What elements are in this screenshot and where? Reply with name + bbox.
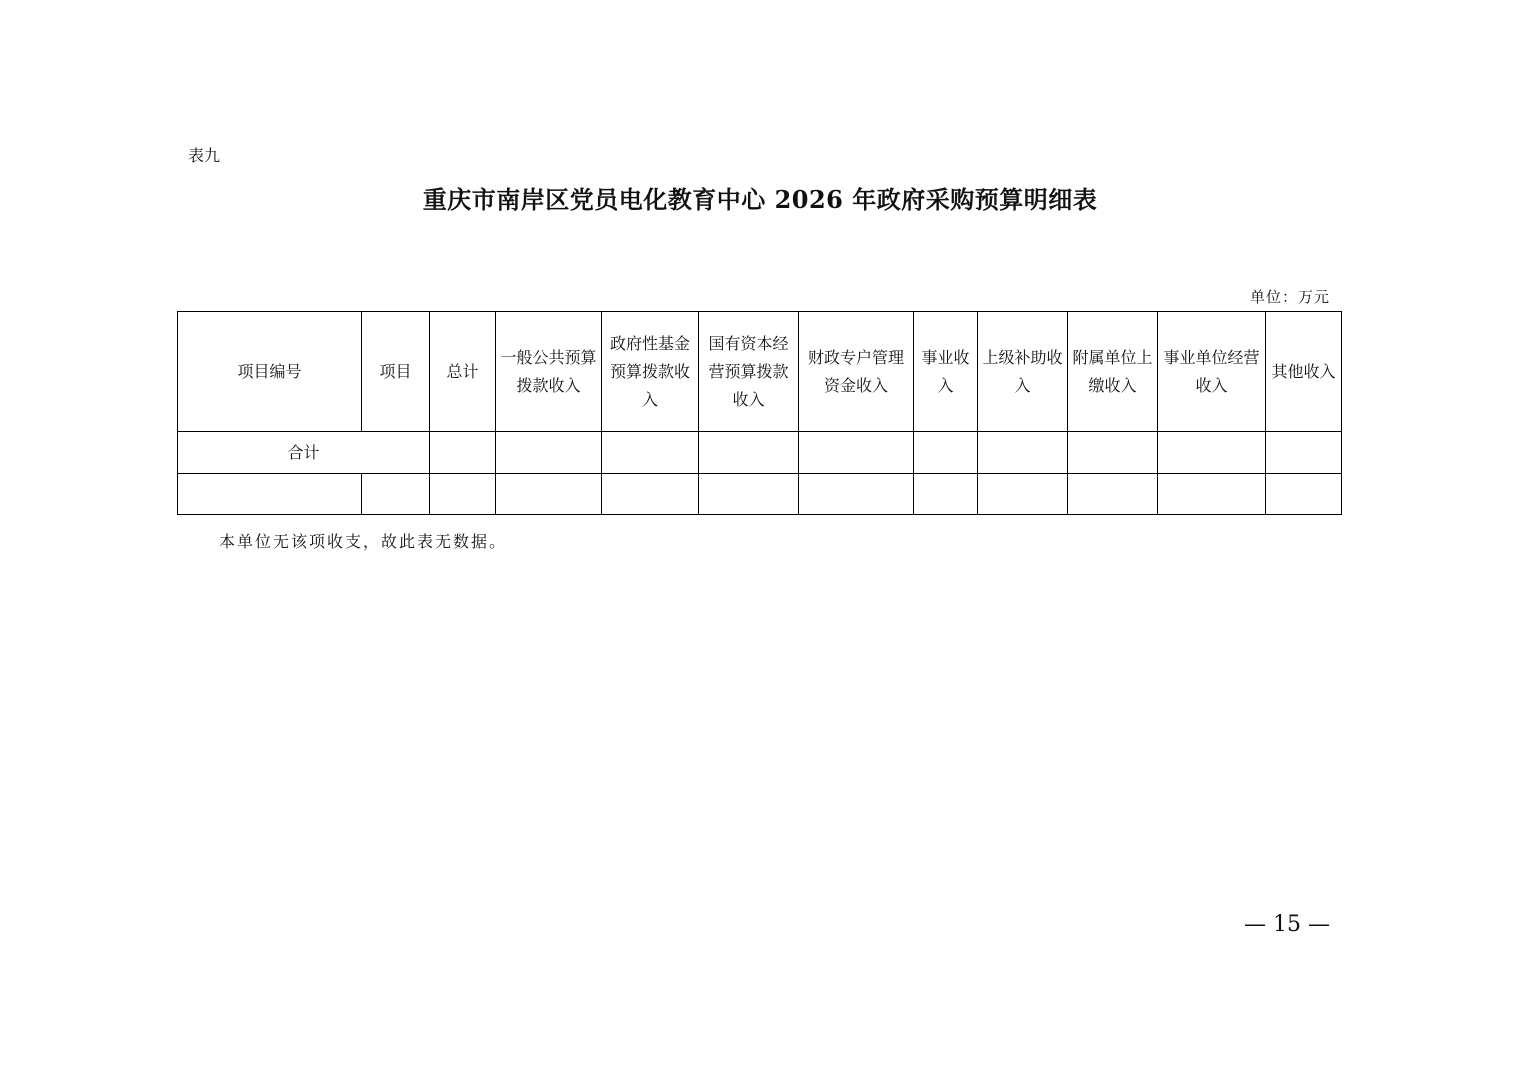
page-number: — 15 — (1244, 912, 1330, 937)
header-other-income: 其他收入 (1266, 312, 1342, 432)
header-general-public-budget: 一般公共预算拨款收入 (496, 312, 602, 432)
table-cell (978, 474, 1068, 515)
table-cell (1158, 474, 1266, 515)
header-government-fund-budget: 政府性基金预算拨款收入 (602, 312, 699, 432)
table-cell (914, 474, 978, 515)
table-cell (602, 432, 699, 474)
header-fiscal-special-account: 财政专户管理资金收入 (799, 312, 914, 432)
header-row (178, 312, 1342, 432)
table-cell (1158, 432, 1266, 474)
header-institution-operating-income: 事业单位经营收入 (1158, 312, 1266, 432)
header-total: 总计 (430, 312, 496, 432)
table-cell (914, 432, 978, 474)
header-affiliated-unit-remittance: 附属单位上缴收入 (1068, 312, 1158, 432)
table-cell (430, 432, 496, 474)
header-superior-subsidy: 上级补助收入 (978, 312, 1068, 432)
table-cell (496, 432, 602, 474)
header-business-income: 事业收入 (914, 312, 978, 432)
table-cell (1266, 432, 1342, 474)
total-row (178, 432, 1342, 474)
total-label: 合计 (178, 432, 430, 474)
header-state-capital-budget: 国有资本经营预算拨款收入 (699, 312, 799, 432)
table-cell (178, 474, 362, 515)
procurement-budget-table (177, 311, 1342, 515)
table-cell (1068, 432, 1158, 474)
unit-note: 单位：万元 (1249, 288, 1330, 306)
header-project: 项目 (362, 312, 430, 432)
table-cell (430, 474, 496, 515)
page-title: 重庆市南岸区党员电化教育中心 2026 年政府采购预算明细表 (422, 185, 1098, 214)
table-cell (602, 474, 699, 515)
table-cell (496, 474, 602, 515)
table-cell (799, 474, 914, 515)
table-cell (362, 474, 430, 515)
header-project-code: 项目编号 (178, 312, 362, 432)
table-cell (1266, 474, 1342, 515)
table-label: 表九 (188, 146, 221, 165)
table-cell (699, 432, 799, 474)
no-data-note: 本单位无该项收支，故此表无数据。 (219, 532, 508, 551)
table-cell (978, 432, 1068, 474)
table-row (178, 474, 1342, 515)
table-cell (799, 432, 914, 474)
table-cell (699, 474, 799, 515)
table-cell (1068, 474, 1158, 515)
